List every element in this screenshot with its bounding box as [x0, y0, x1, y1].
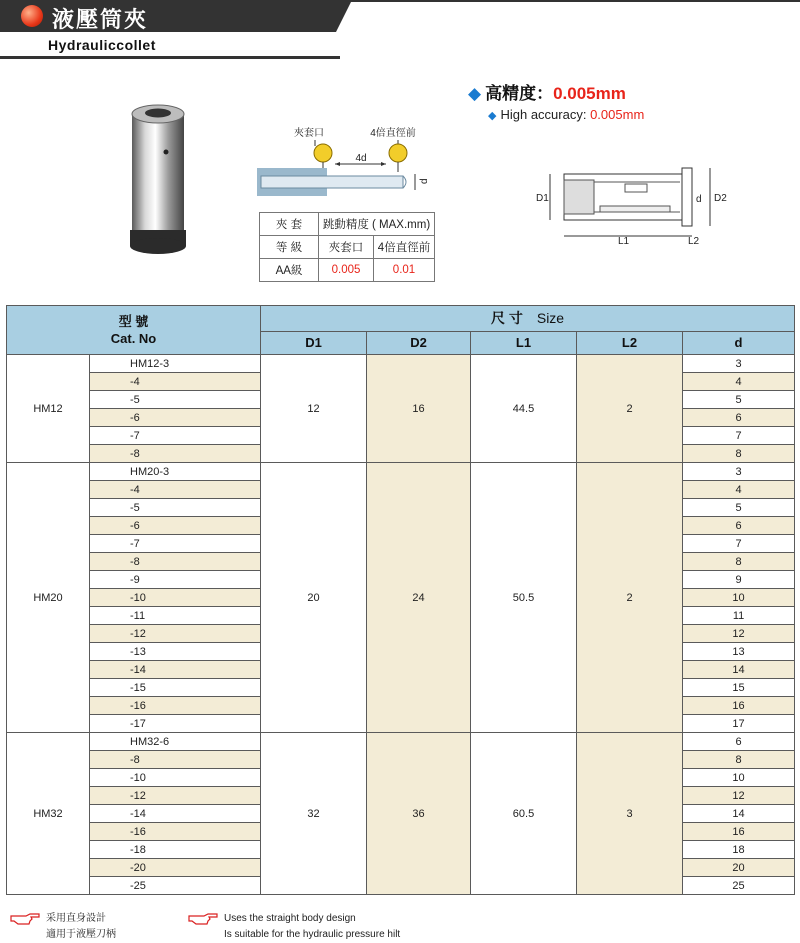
diagram-dim-D1: D1 [536, 193, 549, 204]
runout-col-mouth: 夾套口 [319, 236, 374, 259]
diagram-dim-L1: L1 [618, 236, 630, 247]
sub-model-cell: -9 [90, 571, 261, 589]
bore-d-cell: 6 [683, 733, 795, 751]
sub-model-cell: -13 [90, 643, 261, 661]
footer-cn [10, 911, 116, 943]
size-header [261, 306, 795, 332]
l2-cell: 3 [577, 733, 683, 895]
bore-d-cell: 15 [683, 679, 795, 697]
accuracy-cn-value: 0.005mm [553, 84, 626, 103]
sub-model-cell: HM12-3 [90, 355, 261, 373]
bore-d-cell: 18 [683, 841, 795, 859]
col-header-L1: L1 [471, 331, 577, 354]
sub-model-cell: -6 [90, 409, 261, 427]
bore-d-cell: 12 [683, 787, 795, 805]
bore-d-cell: 7 [683, 535, 795, 553]
pointing-hand-icon [188, 913, 218, 925]
d1-cell: 20 [261, 463, 367, 733]
l2-cell: 2 [577, 355, 683, 463]
header-bullet-icon [21, 5, 43, 27]
l2-cell: 2 [577, 463, 683, 733]
table-row [7, 355, 795, 373]
header-wedge [336, 0, 352, 32]
footer-en-line1: Uses the straight body design [224, 913, 356, 924]
sub-model-cell: -14 [90, 805, 261, 823]
bore-d-cell: 11 [683, 607, 795, 625]
sub-model-cell: -5 [90, 391, 261, 409]
bore-d-cell: 4 [683, 481, 795, 499]
bore-d-cell: 12 [683, 625, 795, 643]
runout-col-4d: 4倍直徑前 [374, 236, 435, 259]
cat-no-header [7, 306, 261, 355]
diagram-dim-d: d [419, 178, 430, 184]
sub-model-cell: -8 [90, 445, 261, 463]
sub-model-cell: -7 [90, 535, 261, 553]
bore-d-cell: 4 [683, 373, 795, 391]
diagram-dim-L2: L2 [688, 236, 700, 247]
accuracy-en [488, 107, 644, 122]
l1-cell: 60.5 [471, 733, 577, 895]
group-name-cell: HM32 [7, 733, 90, 895]
diagram-dim-small-d: d [696, 194, 702, 205]
page-subtitle: Hydrauliccollet [48, 37, 156, 53]
d2-cell: 36 [367, 733, 471, 895]
spec-body [7, 355, 795, 895]
spec-table [6, 305, 795, 895]
table-row [7, 733, 795, 751]
col-header-D2: D2 [367, 331, 471, 354]
bore-d-cell: 5 [683, 499, 795, 517]
dimension-diagram [530, 160, 740, 250]
grade-value: AA級 [260, 259, 319, 282]
bore-d-cell: 8 [683, 751, 795, 769]
sub-model-cell: -8 [90, 751, 261, 769]
bore-d-cell: 16 [683, 697, 795, 715]
sub-model-cell: -14 [90, 661, 261, 679]
sub-model-cell: -7 [90, 427, 261, 445]
footer-cn-line1: 采用直身設計 [46, 913, 106, 924]
accuracy-en-value: 0.005mm [590, 107, 645, 122]
sub-model-cell: -25 [90, 877, 261, 895]
diamond-icon: ◆ [488, 110, 497, 122]
header-bar [0, 0, 336, 32]
d1-cell: 12 [261, 355, 367, 463]
bore-d-cell: 10 [683, 769, 795, 787]
bore-d-cell: 3 [683, 355, 795, 373]
sub-model-cell: -11 [90, 607, 261, 625]
accuracy-table [259, 212, 435, 282]
bore-d-cell: 5 [683, 391, 795, 409]
diagram-label-mouth: 夾套口 [294, 128, 324, 139]
subtitle-underline [0, 56, 340, 59]
grade-header-bottom: 等 級 [260, 236, 319, 259]
bore-d-cell: 6 [683, 409, 795, 427]
l1-cell: 44.5 [471, 355, 577, 463]
diagram-dim-D2: D2 [714, 193, 727, 204]
page-header [0, 0, 800, 60]
bore-d-cell: 8 [683, 445, 795, 463]
sub-model-cell: HM20-3 [90, 463, 261, 481]
sub-model-cell: -10 [90, 589, 261, 607]
d2-cell: 24 [367, 463, 471, 733]
measurement-diagram [243, 120, 443, 212]
col-header-D1: D1 [261, 331, 367, 354]
l1-cell: 50.5 [471, 463, 577, 733]
d1-cell: 32 [261, 733, 367, 895]
accuracy-cn: ◆ 高精度：0.005mm [468, 84, 626, 103]
bore-d-cell: 25 [683, 877, 795, 895]
col-header-d: d [683, 331, 795, 354]
bore-d-cell: 10 [683, 589, 795, 607]
bore-d-cell: 8 [683, 553, 795, 571]
bore-d-cell: 7 [683, 427, 795, 445]
cat-no-header-en: Cat. No [110, 331, 157, 346]
sub-model-cell: -10 [90, 769, 261, 787]
runout-mouth-value: 0.005 [319, 259, 374, 282]
diagram-dim-4d: 4d [355, 153, 367, 164]
sub-model-cell: -8 [90, 553, 261, 571]
bore-d-cell: 3 [683, 463, 795, 481]
grade-header-top: 夾 套 [260, 213, 319, 236]
sub-model-cell: -20 [90, 859, 261, 877]
accuracy-en-label: High accuracy: [500, 107, 587, 122]
bore-d-cell: 6 [683, 517, 795, 535]
footer-en [188, 911, 400, 943]
col-header-L2: L2 [577, 331, 683, 354]
sub-model-cell: HM32-6 [90, 733, 261, 751]
page-title: 液壓筒夾 [52, 7, 149, 32]
bore-d-cell: 17 [683, 715, 795, 733]
bore-d-cell: 14 [683, 661, 795, 679]
accuracy-cn-label: 高精度 [485, 84, 537, 103]
sub-model-cell: -4 [90, 373, 261, 391]
cat-no-header-cn: 型 號 [118, 314, 149, 329]
footer-cn-line2: 適用于液壓刀柄 [46, 929, 116, 940]
runout-4d-value: 0.01 [374, 259, 435, 282]
sub-model-cell: -4 [90, 481, 261, 499]
header-top-line [336, 0, 800, 2]
bore-d-cell: 13 [683, 643, 795, 661]
bore-d-cell: 20 [683, 859, 795, 877]
sub-model-cell: -18 [90, 841, 261, 859]
diagram-label-4d: 4倍直徑前 [370, 128, 416, 139]
sub-model-cell: -12 [90, 787, 261, 805]
table-row [7, 463, 795, 481]
sub-model-cell: -17 [90, 715, 261, 733]
group-name-cell: HM12 [7, 355, 90, 463]
sub-model-cell: -12 [90, 625, 261, 643]
runout-header: 跳動精度 ( MAX.mm) [319, 213, 435, 236]
sub-model-cell: -16 [90, 697, 261, 715]
bore-d-cell: 16 [683, 823, 795, 841]
sub-model-cell: -5 [90, 499, 261, 517]
group-name-cell: HM20 [7, 463, 90, 733]
footer-en-line2: Is suitable for the hydraulic pressure hilt [224, 929, 401, 940]
pointing-hand-icon [10, 913, 40, 925]
bore-d-cell: 14 [683, 805, 795, 823]
sub-model-cell: -15 [90, 679, 261, 697]
sub-model-cell: -6 [90, 517, 261, 535]
bore-d-cell: 9 [683, 571, 795, 589]
d2-cell: 16 [367, 355, 471, 463]
sub-model-cell: -16 [90, 823, 261, 841]
size-header-en: Size [536, 310, 565, 327]
size-header-cn: 尺 寸 [490, 310, 523, 327]
collet-photo [118, 100, 198, 265]
diamond-icon: ◆ [468, 84, 482, 103]
